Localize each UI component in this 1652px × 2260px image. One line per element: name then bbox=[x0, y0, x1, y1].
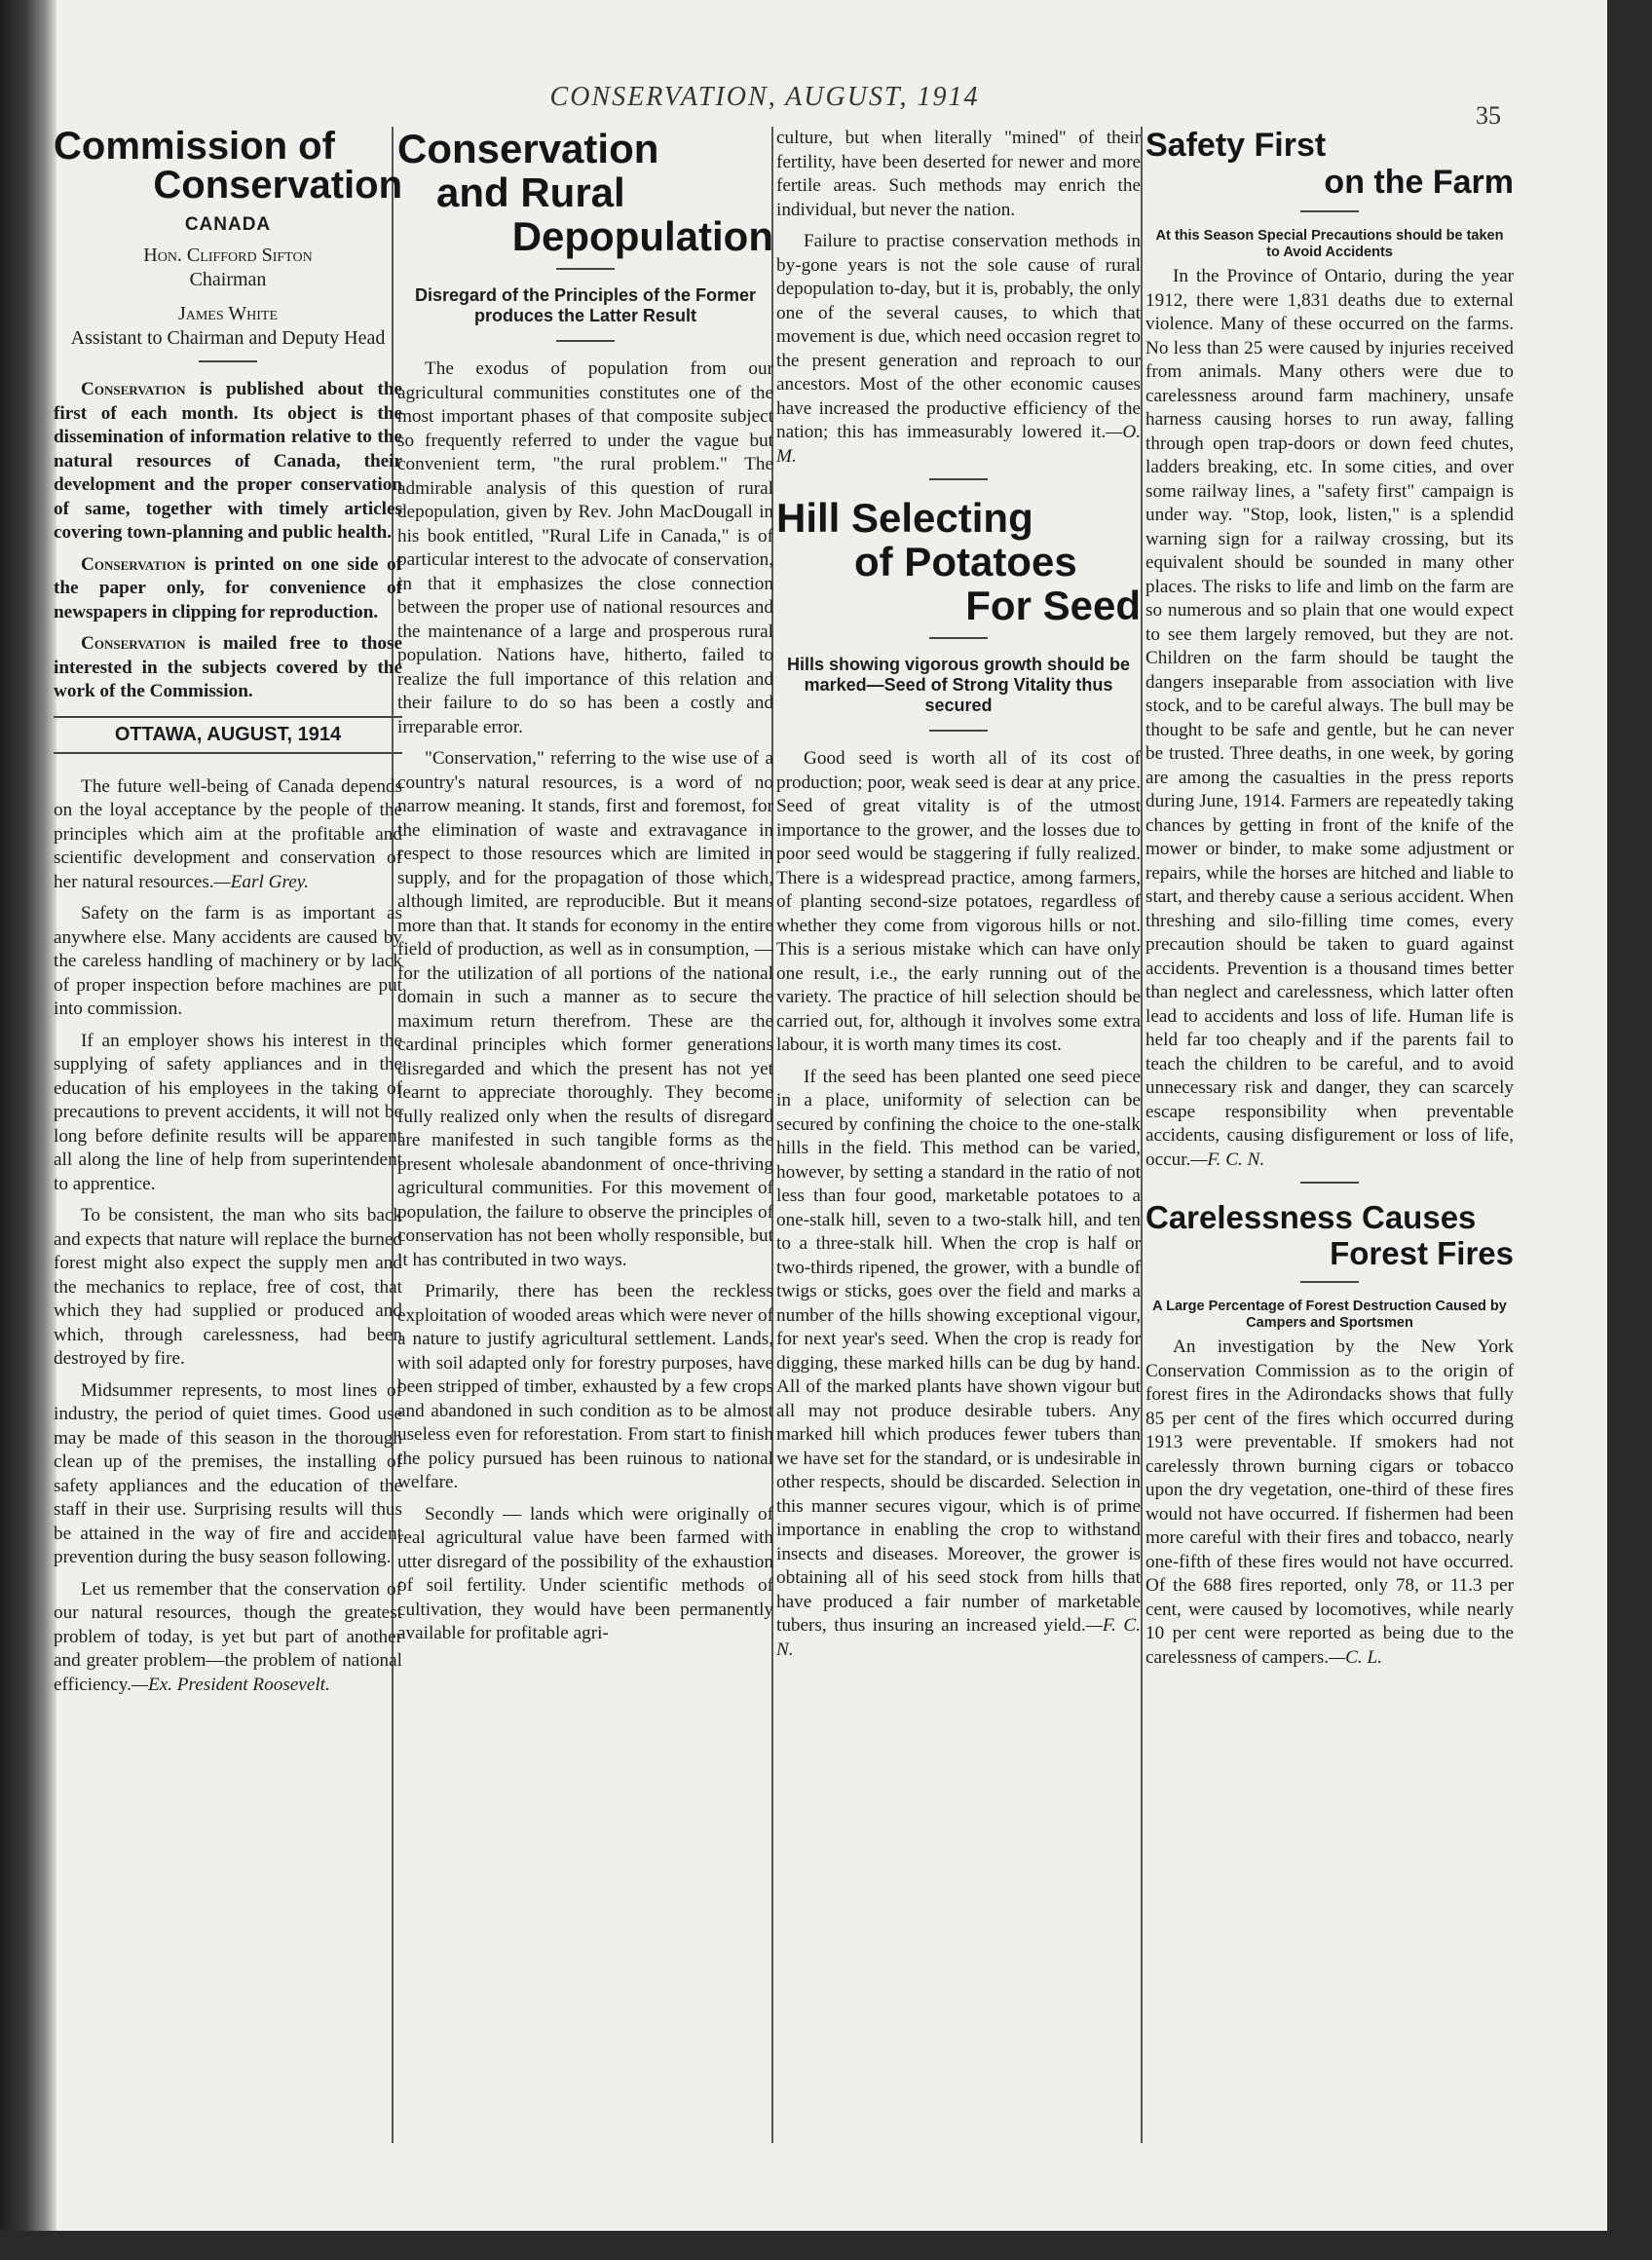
article-paragraph: In the Province of Ontario, during the year 1912, there were 1,831 deaths due to external violence. Many of these occurred on the farms. No less than 25 were caused by injuries received from animals. Many others were due to carelessness around farm machinery, unsafe harness causing horses to run away, falling through open trap-doors or down feed chutes, ladders breaking, etc. In some cities, and over some railway lines, a "safety first" campaign is under way. "Stop, look, listen," is a splendid warning sign for a railway crossing, but its equivalent should be sounded in many other places. The risks to life and limb on the farm are so numerous and so plain that one would expect to see them largely removed, but they are not. Children on the farm should be taught the dangers inseparable from association with live stock, and to be careful always. The bull may be thought to be safe and gentle, but he can never be trusted. Three deaths, in one week, by goring are among the casualties in the press reports during June, 1914. Farmers are repeatedly taking chances by getting in front of the knife of the mower or binder, to make some adjustment or repairs, while the horses are hitched and liable to start, and thereby cause a serious accident. When threshing and silo-filling time comes, every precaution should be taken to guard against accidents. Prevention is a thousand times better than neglect and carelessness, which latter often lead to accidents and loss of life. Human life is held far too cheaply and if the parents fail to teach the children to be careful, and to avoid unnecessary risk and danger, they can scarcely escape responsibility when preventable accidents, causing disfigurement or loss of life, occur.—F. C. N. bbox=[1145, 266, 1514, 1170]
article-paragraph: An investigation by the New York Conservation Commission as to the origin of forest fires in the Adirondacks shows that fully 85 per cent of the fires which occurred during 1913 were preventable. If smokers had not carelessly thrown burning cigars or tobacco upon the dry vegetation, one-third of these fires would not have occurred. If fishermen had been more careful with their fires and tobacco, nearly one-fifth of these fires would not have occurred. Of the 688 fires reported, only 78, or 11.3 per cent, were caused by locomotives, while nearly 10 per cent were reported as being due to the carelessness of campers.—C. L. bbox=[1145, 1337, 1514, 1668]
article-paragraph: culture, but when literally "mined" of their fertility, have been deserted for newer and more fertile areas. Such methods may enrich the individual, but never the nation. bbox=[776, 128, 1141, 220]
article-title-depopulation: Conservation and Rural Depopulation bbox=[397, 127, 773, 259]
article-title-fires: Carelessness Causes Forest Fires bbox=[1145, 1199, 1514, 1271]
divider bbox=[556, 340, 615, 342]
assistant-role: Assistant to Chairman and Deputy Head bbox=[70, 327, 386, 349]
article-paragraph: Primarily, there has been the reckless exploitation of wooded areas which were never of a nature to justify agricultural settlement. Lands, with soil adapted only for forestry purposes, have been stripped of timber, exhausted by a few crops and abandoned in such condition as to be almost useless even for reforestation. From start to finish the policy pursued has been ruinous to national welfare. bbox=[397, 1281, 773, 1492]
editorial-notes bbox=[54, 775, 402, 1698]
article-subtitle: Disregard of the Principles of the Former produces the Latter Result bbox=[414, 285, 757, 325]
article-paragraph: The exodus of population from our agricultural communities constitutes one of the most important phases of that composite subject so frequently referred to under the vague but convenient term, "the rural problem." The admirable analysis of this question of rural depopulation, given by Rev. John MacDougall in his book entitled, "Rural Life in Canada," is of particular interest to the advocate of conservation, in that it emphasizes the close connection between the proper use of national resources and the maintenance of a large and prosperous rural population. Nations have, hitherto, failed to realize the full importance of this relation and their failure to do so has been a costly and irreparable error. bbox=[397, 358, 773, 737]
column-2 bbox=[397, 127, 773, 1654]
divider bbox=[556, 268, 615, 270]
article-subtitle: Hills showing vigorous growth should be marked—Seed of Strong Vitality thus secured bbox=[786, 655, 1130, 715]
chairman-role: Chairman bbox=[189, 269, 267, 290]
running-head: CONSERVATION, AUGUST, 1914 bbox=[549, 82, 980, 112]
article-subtitle: At this Season Special Precautions should be taken to Avoid Accidents bbox=[1155, 228, 1504, 260]
article-paragraph: Good seed is worth all of its cost of production; poor, weak seed is dear at any price. Seed of great vitality is of the utmost importance to the grower, and the losses due to poor seed would be staggering if fully realized. There is a widespread practice, among farmers, of planting second-size potatoes, regardless of whether they come from vigorous hills or not. This is a serious mistake which can have only one result, i.e., the early running out of the variety. The practice of hill selection should be carried out, for, although it involves some extra labour, it is worth many times its cost. bbox=[776, 748, 1141, 1055]
dateline: OTTAWA, AUGUST, 1914 bbox=[54, 716, 402, 754]
editorial-quote-roosevelt: Let us remember that the conservation of our natural resources, though the greatest problem of today, is yet but part of another and greater problem—the problem of national efficiency.—Ex. President Roosevelt. bbox=[54, 1578, 402, 1695]
masthead bbox=[54, 127, 402, 754]
editorial-paragraph: To be consistent, the man who sits back and expects that nature will replace the burned forest might also expect the supply men and the mechanics to replace, free of cost, that which they had supplied or produced and which, through carelessness, had been destroyed by fire. bbox=[54, 1205, 402, 1369]
article-paragraph: "Conservation," referring to the wise use of a country's natural resources, is a word of no narrow meaning. It stands, first and foremost, for the elimination of waste and extravagance in respect to those resources which are limited in supply, and for the propagation of those which, although limited, are reproducible. But it means more than that. It stands for economy in the entire field of production, as well as in consumption, —for the utilization of all portions of the national domain in such a manner as to secure the maximum return therefrom. These are the cardinal principles which former generations disregarded and which the present has not yet learnt to appreciate thoroughly. They become fully realized only when the results of disregard are manifested in such tangible forms as the present wholesale abandonment of once-thriving agricultural communities. For this movement of population, the failure to observe the principles of conservation has not been wholly responsible, but it has contributed in two ways. bbox=[397, 748, 773, 1270]
column-rule bbox=[1141, 127, 1143, 2143]
article-paragraph: Failure to practise conservation methods in by-gone years is not the sole cause of rural depopulation to-day, but it is, probably, the only one of the several causes, to which that movement is due, which need occasion regret to the present generation and reproach to our ancestors. Most of the other economic causes have increased the productive efficiency of the nation; this has immeasurably lowered it.—O. M. bbox=[776, 231, 1141, 467]
article-paragraph: If the seed has been planted one seed piece in a place, uniformity of selection can be secured by confining the choice to the one-stalk hills in the field. This method can be varied, however, by setting a standard in the ratio of not less than four good, marketable potatoes to a one-stalk hill, seven to a two-stalk hill, and ten to a three-stalk hill. When the crop is half or two-thirds ripened, the grower, with a bundle of twigs or sticks, goes over the field and marks a number of the hills showing exceptional vigour, for next year's seed. When the crop is ready for digging, these marked hills can be dug by hand. All of the marked plants have shown vigour but all may not produce desirable tubers. Any marked hill which produces fewer tubers than we have set for the standard, or is undesirable in other respects, should be discarded. Selection in this manner secures vigour, which is of prime importance in enabling the crop to withstand insects and diseases. Moreover, the grower is obtaining all of his seed stock from hills that have produced a fair number of marketable tubers, thus insuring an increased yield.—F. C. N. bbox=[776, 1066, 1141, 1660]
editorial-paragraph: Midsummer represents, to most lines of industry, the period of quiet times. Good use may be made of this season in the thorough clean up of the premises, the installing of safety appliances and the education of the staff in their use. Surprising results will thus be attained in the way of fire and accident prevention during the busy season following. bbox=[54, 1379, 402, 1567]
article-paragraph: Secondly — lands which were originally of real agricultural value have been farmed with utter disregard of the possibility of the exhaustion of soil fertility. Under scientific methods of cultivation, they would have been permanently available for profitable agri- bbox=[397, 1503, 773, 1643]
page-number: 35 bbox=[1476, 101, 1501, 130]
column-3 bbox=[776, 127, 1141, 1670]
column-4 bbox=[1145, 127, 1514, 1677]
binding-shadow bbox=[0, 0, 56, 2231]
divider bbox=[1300, 210, 1359, 212]
notice-mailing: Conservation is mailed free to those interested in the subjects covered by the work of the Commission. bbox=[54, 633, 402, 701]
article-title-potatoes: Hill Selecting of Potatoes For Seed bbox=[776, 495, 1141, 628]
notice-publication: Conservation is published about the first of each month. Its object is the dissemination of information relative to the natural resources of Canada, their development and the proper conservation of same, together with timely articles covering town-planning and public health. bbox=[54, 379, 402, 543]
assistant-name: James White bbox=[177, 303, 279, 324]
editorial-quote-grey: The future well-being of Canada depends on the loyal acceptance by the people of the principles which aim at the profitable and scientific development and conservation of her natural resources.—Earl Grey. bbox=[54, 775, 402, 892]
divider bbox=[199, 360, 257, 362]
editorial-paragraph: Safety on the farm is as important as anywhere else. Many accidents are caused by the careless handling of machinery or by lack of proper inspection before machines are put into commission. bbox=[54, 903, 402, 1019]
editorial-paragraph: If an employer shows his interest in the supplying of safety appliances and in the education of his employees in the taking of precautions to prevent accidents, it will not be long before definite results will be apparent all along the line of help from superintendent to apprentice. bbox=[54, 1030, 402, 1194]
masthead-title: Commission of Conservation bbox=[54, 127, 402, 207]
article-title-safety: Safety First on the Farm bbox=[1145, 127, 1514, 201]
divider bbox=[929, 478, 988, 480]
masthead-country: CANADA bbox=[184, 214, 272, 235]
divider bbox=[1300, 1182, 1359, 1184]
notice-printing: Conservation is printed on one side of the paper only, for convenience of newspapers in clipping for reproduction. bbox=[54, 553, 402, 622]
divider bbox=[929, 637, 988, 639]
chairman-name: Hon. Clifford Sifton bbox=[143, 245, 313, 266]
column-1 bbox=[54, 127, 402, 1705]
divider bbox=[1300, 1281, 1359, 1283]
divider bbox=[929, 730, 988, 732]
article-subtitle: A Large Percentage of Forest Destruction Caused by Campers and Sportsmen bbox=[1152, 1299, 1507, 1331]
